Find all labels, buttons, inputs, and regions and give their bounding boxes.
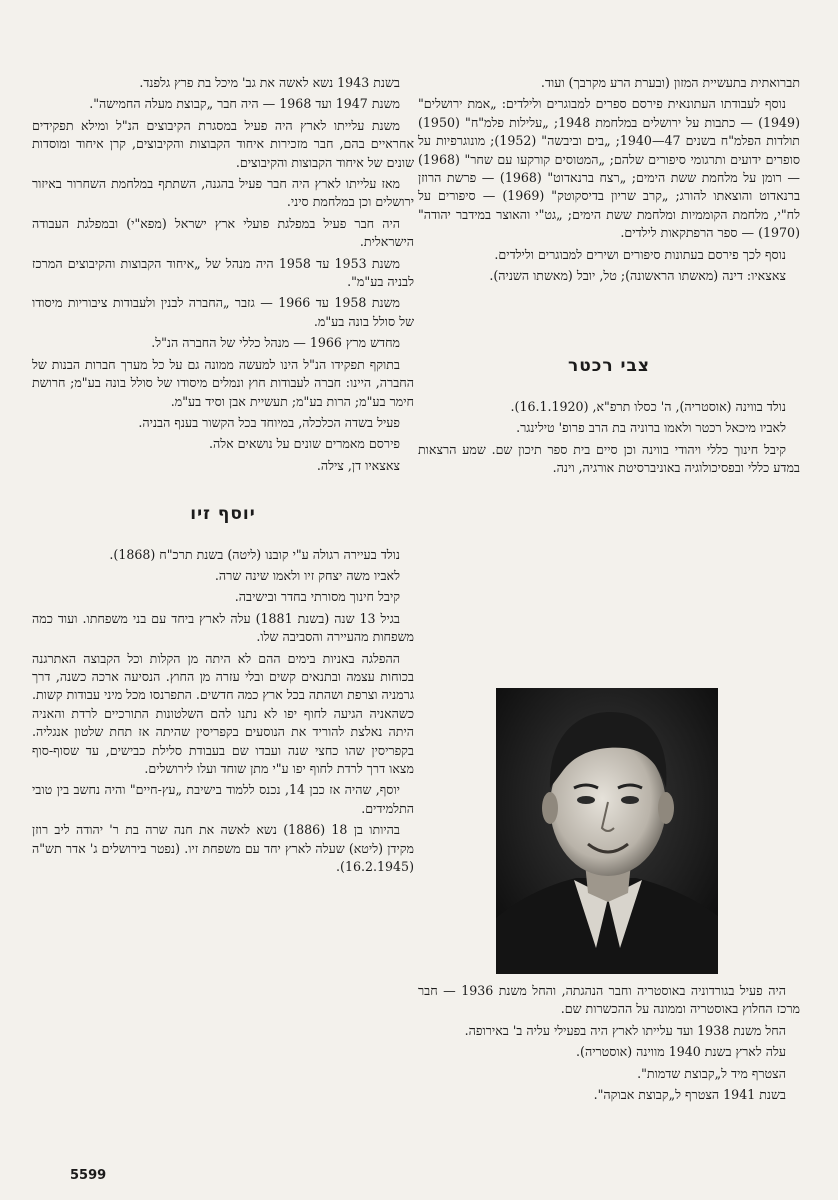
paragraph: בתוקף תפקידו הנ"ל הינו למעשה ממונה גם על כל מערך חברות הבנות של החברה, היינו: חברה לעבודות חוץ ונמלים מיסודו של סולל בונה בע"מ; חרושת חימר בע"מ; הרות בע"מ; תעשיית אבן וסיד בע"מ. bbox=[32, 356, 414, 409]
portrait-image bbox=[496, 688, 718, 974]
descendants: צאצאיו דן, צילה. bbox=[316, 457, 400, 473]
page-number: 5599 bbox=[70, 1168, 107, 1183]
paragraph: נוסף לכך פירסם בעתונות סיפורים ושירים למבוגרים ולילדים. bbox=[494, 246, 786, 262]
paragraph: פירסם מאמרים שונים על נושאים אלה. bbox=[208, 436, 400, 452]
paragraph: נוסף לעבודתו העתונאית פירסם ספרים למבוגרים ולילדים: „אמת ירושלים" (1949) — כתבות על ירושלים במלחמת 1948; „עלילות פלמ"ח" (1950) תולדות הפלמ"ח בשנים 47—1940; „בים וביבשה" (1952); מונוגרפיות על סופרים ידועים ותרגומי סיפורים שלהם; „המטוסים קורקעו עם שחר" (1968) — רומן על מלחמת ששת הימים; „רצח ברנאדוט" (1968) — פרשת הרוזן ברנאדוט והוצאתו להורג; „קרב שריון בדיסקוטק" (1969) — סיפורים על לח"י, מלחמת הקוממיות ומלחמת ששת הימים; „גט"י והאוצר במידבר יהודה" (1970) — ספר הרפתקאות לילדים. bbox=[418, 96, 801, 241]
paragraph: בשנת 1943 נשא לאשה את גב' מיכל בת פרץ גלפנד. bbox=[139, 75, 400, 90]
paragraph: פעיל בשדה הכלכלה, במיוחד בכל הקשור בענף הבניה. bbox=[138, 414, 400, 430]
paragraph: תברואתית בתעשיית המזון (ובערת הרע מקרבך) ועוד. bbox=[540, 75, 800, 90]
paragraph: משנת 1958 עד 1966 — גזבר „החברה לבנין ולעבודות ציבוריות מיסודו של סולל בונה בע"מ. bbox=[32, 295, 414, 329]
paragraph: החל משנת 1938 ועד עלייתו לארץ היה בפעילי עליה ב' באירופה. bbox=[464, 1022, 786, 1038]
paragraph: הצטרף מיד ל„קבוצת שדמות". bbox=[637, 1065, 786, 1081]
paragraph: משנת עלייתו לארץ היה פעיל במסגרת הקיבוצים הנ"ל ומילא תפקידים אחראיים בהם, חבר מזכירות איחוד הקבוצות והקיבוצים, קרן איחוד ומוסדות שונים של איחוד הקבוצות והקיבוצים. bbox=[32, 117, 414, 170]
paragraph: משנת 1947 ועד 1968 — היה חבר „קבוצת מעלה החמישה". bbox=[89, 96, 400, 112]
paragraph: מאז עלייתו לארץ היה חבר פעיל בהגנה, השתתף במלחמת השחרור באיזור ירושלים וכן במלחמת סיני. bbox=[32, 176, 414, 210]
paragraph: מחדש מרץ 1966 — מנהל כללי של החברה הנ"ל. bbox=[151, 335, 400, 351]
portrait-photo bbox=[496, 688, 718, 974]
paragraph: עלה לארץ בשנת 1940 מווינה (אוסטריה). bbox=[576, 1044, 786, 1060]
paragraph: לאביו משה יצחק זיו ולאמו שינה שרה. bbox=[214, 567, 400, 583]
paragraph: בשנת 1941 הצטרף ל„קבוצת אבוקה". bbox=[593, 1087, 786, 1103]
paragraph: משנת 1953 עד 1958 היה מנהל של „איחוד הקבוצות והקיבוצים המרכז לבניה בע"מ". bbox=[32, 255, 414, 290]
paragraph: בגיל 13 שנה (בשנת 1881) עלה לארץ ביחד עם בני משפחתו. ועוד כמה משפחות מהעיירה והסביבה שלו. bbox=[32, 610, 414, 645]
paragraph: קיבל חינוך מסורתי בחדר ובישיבה. bbox=[234, 589, 400, 605]
right-column-bottom bbox=[418, 982, 800, 1107]
paragraph: קיבל חינוך כללי ויהודי בווינה וכן סיים בית ספר תיכון שם. שמע הרצאות במדע כללי ובפסיכולוגיה באוניברסיטת אורגיה, וינה. bbox=[418, 441, 800, 476]
section-heading-zvi-rechter: צבי רכטר bbox=[567, 356, 651, 377]
paragraph: יוסף, שהיה אז כבן 14, נכנס ללמוד בישיבת „עץ-חיים" והיה נחשב בין טובי התלמידים. bbox=[32, 782, 414, 816]
right-column bbox=[418, 74, 800, 481]
paragraph: נולד בווינה (אוסטריה), ה' כסלו תרפ"א, (16.1.1920). bbox=[510, 398, 786, 414]
paragraph: נולד בעיירה רגולה ע"י קובנו (ליטה) בשנת תרכ"ח (1868). bbox=[109, 546, 400, 562]
paragraph: היה חבר פעיל במפלגת פועלי ארץ ישראל (מפא"י) ובמפלגת העבודה הישראלית. bbox=[32, 215, 414, 250]
paragraph: לאביו מיכאל רכטר ולאמו ברוניה בת הרב פרופ' טילינגר. bbox=[516, 420, 786, 436]
paragraph: היה פעיל בגורדוניה באוסטריה וחבר הנהגתה, והחל משנת 1936 — חבר מרכז החלוץ באוסטריה וממונה על ההכשרות שם. bbox=[418, 983, 800, 1017]
left-column bbox=[32, 74, 414, 879]
section-heading-yosef-ziv: יוסף זיו bbox=[190, 504, 256, 525]
paragraph: בהיותו בן 18 (1886) נשא לאשה את חנה שרה בת ר' יהודה ליב רוזן מקידן (ליטא) שעלה לארץ יחד עם משפחת זיו. (נפטר בירושלים ג' אדר תש"ה (16.2.1945). bbox=[32, 822, 414, 875]
paragraph: ההפלגה באניות בימים ההם לא היתה מן הקלות וכל הקבוצה האתרגנה בכוחות עצמה ובתנאים קשים ובלי עזרה מן החוץ. הנסיעה ארכה כשנה, דרך גרמניה וצרפת ושהתה בכל ארץ כמה חדשים. התפרנסו מכל מיני עבודות קשות. כשהאניה הגיעה לחוף יפו לא נתנו להם השלטונות התורכיים לרדת והאניה היתה נאלצת להוריד את הנוסעים בקפריסין שהיתה אז תחת שלטון אנגליה. בקפריסין שהו כחצי שנה ועבדו שם בעבודת סלילת כבישים, עד שסוף-סוף מצאו דרך לרדת לחוף יפו ע"י מתן שוחד ועלו לירושלים. bbox=[32, 650, 414, 776]
descendants: צאצאיו: דינה (מאשתו הראשונה); טל, יובל (מאשתו השניה). bbox=[489, 268, 786, 284]
